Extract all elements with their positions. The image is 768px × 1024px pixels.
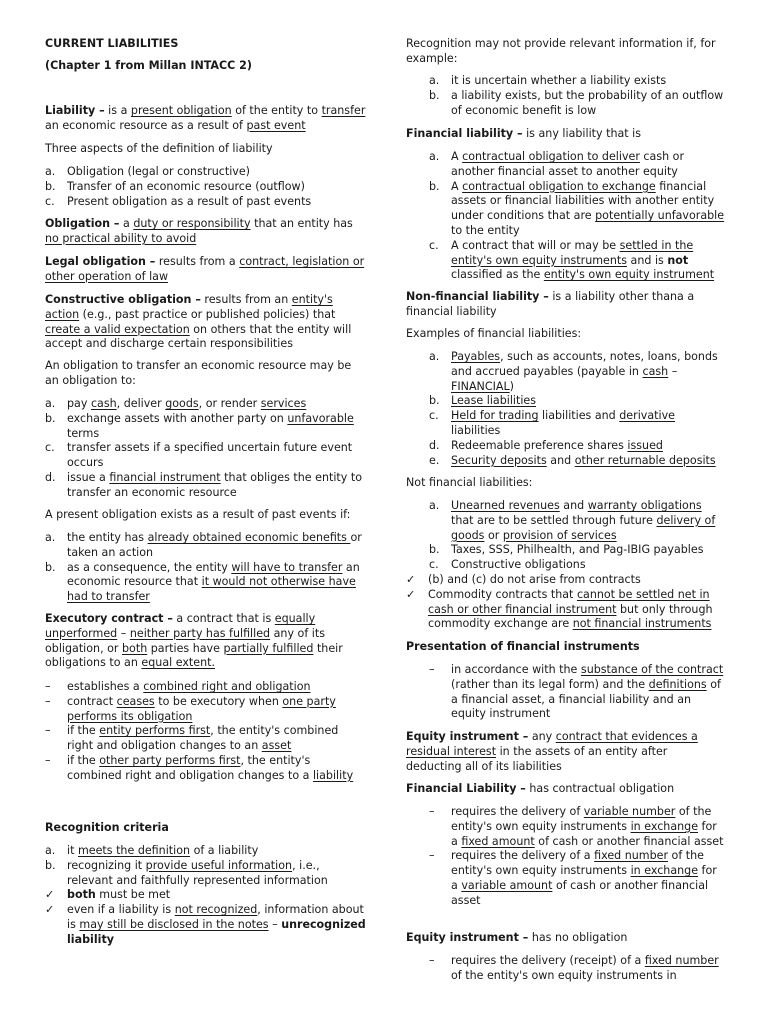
list-marker: d. (45, 471, 56, 484)
list-item (406, 499, 726, 543)
checkmark-icon: ✓ (45, 903, 55, 917)
list-marker: c. (45, 194, 55, 208)
list-item-text: it is uncertain whether a liability exists (451, 74, 667, 87)
list-item (45, 903, 367, 947)
list-marker: a. (429, 150, 440, 163)
list-item (406, 849, 726, 908)
list-item-text: requires the delivery (receipt) of a fixed number of the entity's own equity instruments in (451, 954, 719, 982)
list-item (45, 695, 367, 725)
list-item (45, 724, 367, 754)
list-marker: a. (429, 350, 440, 363)
list-marker: c. (45, 441, 55, 455)
list-item-text: recognizing it provide useful information, i.e., relevant and faithfully represented information (67, 858, 328, 887)
checkmark-icon: ✓ (406, 587, 416, 601)
list-item (45, 412, 367, 442)
paragraph: Presentation of financial instruments (406, 640, 640, 653)
list-item (45, 441, 367, 471)
list-marker: a. (45, 844, 56, 857)
dash-bullet: – (45, 680, 51, 693)
list-item (45, 165, 367, 180)
list-item-text: Lease liabilities (451, 394, 537, 408)
paragraph: Not financial liabilities: (406, 476, 533, 489)
list-item (406, 89, 726, 119)
list-item-text: contract ceases to be executory when one party performs its obligation (67, 694, 336, 723)
list-item (406, 558, 726, 573)
list-item-text: A contractual obligation to deliver cash or another financial asset to another equity (451, 150, 685, 178)
list-item (45, 471, 367, 501)
list-marker: a. (429, 74, 440, 87)
list-item (45, 180, 367, 195)
list-item-text: Taxes, SSS, Philhealth, and Pag-IBIG payables (451, 543, 704, 557)
list-item (45, 844, 367, 859)
list-item-text: Redeemable preference shares issued (451, 438, 663, 452)
list-item-text: Payables, such as accounts, notes, loans, bonds and accrued payables (payable in cash – FINANCIAL) (451, 350, 718, 393)
paragraph: Equity instrument – has no obligation (406, 931, 628, 944)
list-item-text: even if a liability is not recognized, information about is may still be disclosed in the notes – unrecognized liability (67, 903, 366, 946)
list-marker: b. (45, 179, 56, 193)
list-item-text: (b) and (c) do not arise from contracts (428, 573, 641, 586)
list-item-text: pay cash, deliver goods, or render services (67, 397, 307, 410)
list-item-text: Commodity contracts that cannot be settled net in cash or other financial instrument but only through commodity exchange are not financial instruments (428, 587, 713, 631)
list-marker: c. (429, 409, 439, 423)
dash-bullet: – (45, 754, 51, 767)
paragraph: An obligation to transfer an economic resource may be an obligation to: (45, 359, 352, 387)
list-marker: a. (45, 531, 56, 544)
list-item (406, 954, 726, 984)
paragraph: Recognition may not provide relevant information if, for example: (406, 37, 716, 65)
list-marker: b. (429, 543, 440, 557)
list-item (45, 888, 367, 903)
list-item-text: Transfer of an economic resource (outflow) (67, 179, 305, 193)
paragraph: Equity instrument – any contract that evidences a residual interest in the assets of an entity after deducting all of its liabilities (406, 730, 698, 773)
list-marker: b. (45, 858, 56, 872)
paragraph: Three aspects of the definition of liability (45, 142, 273, 155)
list-marker: a. (45, 397, 56, 410)
list-marker: a. (429, 499, 440, 512)
paragraph: Financial Liability – has contractual obligation (406, 782, 675, 795)
list-item-text: both must be met (67, 888, 171, 902)
list-item-text: Present obligation as a result of past events (67, 194, 312, 208)
paragraph: Executory contract – a contract that is equally unperformed – neither party has fulfilled any of its obligation, or both parties have partially fulfilled their obligations to an equal extent. (45, 612, 343, 670)
dash-bullet: – (429, 805, 435, 818)
list-item-text: Constructive obligations (451, 558, 586, 572)
list-item (406, 394, 726, 409)
checkmark-icon: ✓ (45, 888, 55, 902)
list-item-text: the entity has already obtained economic benefits or taken an action (67, 531, 362, 559)
list-item-text: as a consequence, the entity will have to transfer an economic resource that it would not otherwise have had to transfer (67, 560, 360, 604)
list-item (406, 350, 726, 394)
dash-bullet: – (429, 954, 435, 967)
list-item (406, 150, 726, 180)
list-item-text: Security deposits and other returnable deposits (451, 453, 716, 467)
list-item (45, 561, 367, 605)
list-marker: c. (429, 558, 439, 572)
list-marker: d. (429, 438, 440, 452)
list-item-text: A contractual obligation to exchange financial assets or financial liabilities with another entity under conditions that are potentially unfavorable to the entity (451, 179, 725, 237)
list-marker: b. (429, 179, 440, 193)
list-item-text: exchange assets with another party on unfavorable terms (67, 411, 354, 440)
list-item (406, 588, 726, 632)
list-marker: e. (429, 453, 440, 467)
list-item (406, 239, 726, 283)
dash-bullet: – (429, 849, 435, 863)
list-marker: a. (45, 165, 56, 178)
dash-bullet: – (45, 694, 51, 708)
list-marker: c. (429, 238, 439, 252)
paragraph: Financial liability – is any liability that is (406, 127, 642, 140)
paragraph: Non-financial liability – is a liability other thana a financial liability (406, 290, 695, 318)
paragraph: Constructive obligation – results from an entity's action (e.g., past practice or published policies) that create a valid expectation on others that the entity will accept and discharge certain responsibilities (45, 293, 352, 351)
paragraph: Recognition criteria (45, 821, 169, 834)
list-item (406, 409, 726, 439)
list-item (45, 754, 367, 784)
list-item-text: A contract that will or may be settled in the entity's own equity instruments and is not classified as the entity's own equity instrument (451, 238, 715, 282)
list-marker: b. (45, 560, 56, 574)
list-item-text: Held for trading liabilities and derivative liabilities (451, 409, 675, 437)
list-item-text: issue a financial instrument that obliges the entity to transfer an economic resource (67, 471, 363, 499)
paragraph: Legal obligation – results from a contract, legislation or other operation of law (45, 255, 365, 283)
paragraph: A present obligation exists as a result of past events if: (45, 508, 351, 521)
list-item (406, 573, 726, 588)
list-item-text: if the other party performs first, the entity's combined right and obligation changes to a liability (67, 754, 354, 782)
paragraph: CURRENT LIABILITIES (45, 37, 179, 50)
checkmark-icon: ✓ (406, 573, 416, 586)
list-item (45, 859, 367, 889)
list-item (406, 543, 726, 558)
list-marker: b. (45, 411, 56, 425)
paragraph: (Chapter 1 from Millan INTACC 2) (45, 59, 252, 72)
list-item (406, 439, 726, 454)
list-item (45, 397, 367, 412)
dash-bullet: – (429, 663, 435, 676)
list-marker: b. (429, 88, 440, 102)
paragraph: Liability – is a present obligation of the entity to transfer an economic resource as a result of past event (45, 104, 366, 132)
list-item (45, 680, 367, 695)
list-item-text: establishes a combined right and obligation (67, 680, 311, 693)
list-item-text: transfer assets if a specified uncertain future event occurs (67, 441, 353, 470)
list-item (45, 531, 367, 561)
list-item-text: Unearned revenues and warranty obligations that are to be settled through future delivery of goods or provision of services (451, 499, 716, 542)
list-item (45, 195, 367, 210)
list-item (406, 74, 726, 89)
list-marker: b. (429, 394, 440, 408)
list-item (406, 180, 726, 239)
list-item (406, 805, 726, 849)
paragraph: Obligation – a duty or responsibility that an entity has no practical ability to avoid (45, 217, 353, 245)
list-item-text: requires the delivery of a fixed number of the entity's own equity instruments in exchange for a variable amount of cash or another financial asset (451, 849, 717, 907)
list-item-text: if the entity performs first, the entity's combined right and obligation changes to an asset (67, 724, 339, 753)
list-item-text: in accordance with the substance of the contract (rather than its legal form) and the definitions of a financial asset, a financial liability and an equity instrument (451, 663, 724, 721)
list-item (406, 663, 726, 722)
list-item-text: Obligation (legal or constructive) (67, 165, 251, 178)
list-item-text: it meets the definition of a liability (67, 844, 259, 857)
list-item-text: requires the delivery of variable number of the entity's own equity instruments in exchange for a fixed amount of cash or another financial asset (451, 805, 724, 848)
list-item-text: a liability exists, but the probability of an outflow of economic benefit is low (451, 88, 724, 117)
dash-bullet: – (45, 724, 51, 738)
list-item (406, 454, 726, 469)
paragraph: Examples of financial liabilities: (406, 327, 582, 340)
